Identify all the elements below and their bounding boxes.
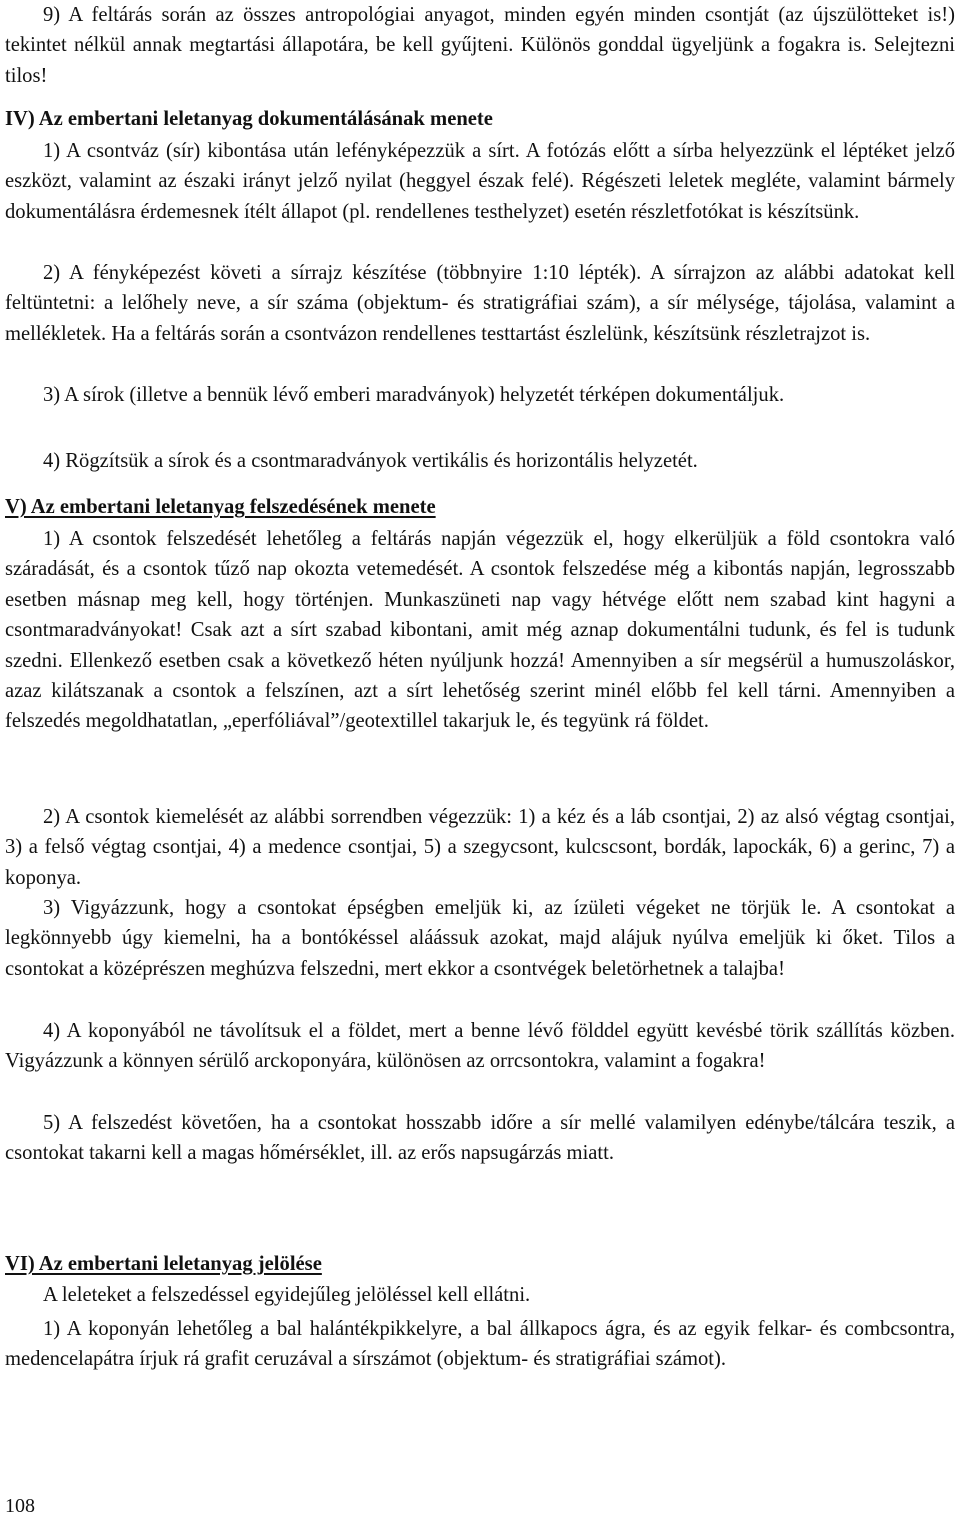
paragraph-intro-9: 9) A feltárás során az összes antropológiai anyagot, minden egyén minden csontját (az újszülötteket is!) tekintet nélkül annak megtartási állapotára, be kell gyűjteni. Különös gonddal ügyeljünk a fogakra is. Selejtezni tilos! [5,4,955,87]
paragraph-iv-4: 4) Rögzítsük a sírok és a csontmaradványok vertikális és horizontális helyzetét. [43,450,698,472]
paragraph-v-2: 2) A csontok kiemelését az alábbi sorrendben végezzük: 1) a kéz és a láb csontjai, 2) az alsó végtag csontjai, 3) a felső végtag csontjai, 4) a medence csontjai, 5) a szegycsont, kulcscsont, bordák, lapockák, 6) a gerinc, 7) a koponya. [5,806,955,889]
paragraph-iv-2: 2) A fényképezést követi a sírrajz készítése (többnyire 1:10 lépték). A sírrajzon az alábbi adatokat kell feltüntetni: a lelőhely neve, a sír száma (objektum- és stratigráfiai szám), a sír mélysége, tájolása, valamint a mellékletek. Ha a feltárás során a csontvázon rendellenes testtartást észlelünk, készítsünk részletrajzot is. [5,262,955,345]
section-heading-vi: VI) Az embertani leletanyag jelölése [5,1253,322,1275]
paragraph-v-3: 3) Vigyázzunk, hogy a csontokat épségben emeljük ki, az ízületi végeket ne törjük le. A csontokat a legkönnyebb úgy kiemelni, ha a bontókéssel aláássuk azokat, majd alájuk nyúlva emeljük ki őket. Tilos a csontokat a középrészen meghúzva felszedni, mert ekkor a csontvégek beletörhetnek a talajba! [5,897,955,980]
paragraph-vi-1: 1) A koponyán lehetőleg a bal halántékpikkelyre, a bal állkapocs ágra, és az egyik felkar- és combcsontra, medencelapátra írjuk rá grafit ceruzával a sírszámot (objektum- és stratigráfiai számot). [5,1318,955,1371]
paragraph-v-5: 5) A felszedést követően, ha a csontokat hosszabb időre a sír mellé valamilyen edénybe/tálcára teszik, a csontokat takarni kell a magas hőmérséklet, ill. az erős napsugárzás miatt. [5,1112,955,1165]
paragraph-iv-3: 3) A sírok (illetve a bennük lévő emberi maradványok) helyzetét térképen dokumentáljuk. [43,384,785,406]
paragraph-v-1: 1) A csontok felszedését lehetőleg a feltárás napján végezzük el, hogy elkerüljük a föld csontokra való száradását, és a csontok tűző nap okozta vetemedését. A csontok felszedése még a kibontás napján, legrosszabb esetben másnap meg kell, hogy történjen. Munkaszüneti nap vagy hétvége előtt nem szabad kint hagyni a csontmaradványokat! Csak azt a sírt szabad kibontani, amit még aznap dokumentálni tudunk, és fel is tudunk szedni. Ellenkező esetben csak a következő héten nyúljunk hozzá! Amennyiben a sír megsérül a humuszoláskor, azaz kilátszanak a csontok a felszínen, azt a sírt lehetőség szerint minél előbb fel kell tárni. Amennyiben a felszedés megoldhatatlan, „eperfóliával”/geotextillel takarjuk le, és tegyünk rá földet. [5,528,955,733]
page-number: 108 [5,1495,35,1517]
paragraph-vi-lead: A leleteket a felszedéssel egyidejűleg jelöléssel kell ellátni. [43,1284,531,1306]
paragraph-v-4: 4) A koponyából ne távolítsuk el a földet, mert a benne lévő földdel együtt kevésbé törik szállítás közben. Vigyázzunk a könnyen sérülő arckoponyára, különösen az orrcsontokra, valamint a fogakra! [5,1020,955,1073]
section-heading-v: V) Az embertani leletanyag felszedésének menete [5,496,436,518]
paragraph-iv-1: 1) A csontváz (sír) kibontása után lefényképezzük a sírt. A fotózás előtt a sírba helyezzünk el léptéket jelző eszközt, valamint az északi irányt jelző nyilat (heggyel észak felé). Régészeti leletek megléte, valamint bármely dokumentálásra érdemesnek ítélt állapot (pl. rendellenes testhelyzet) esetén részletfotókat is készítsünk. [5,140,955,223]
section-heading-iv: IV) Az embertani leletanyag dokumentálásának menete [5,108,493,130]
